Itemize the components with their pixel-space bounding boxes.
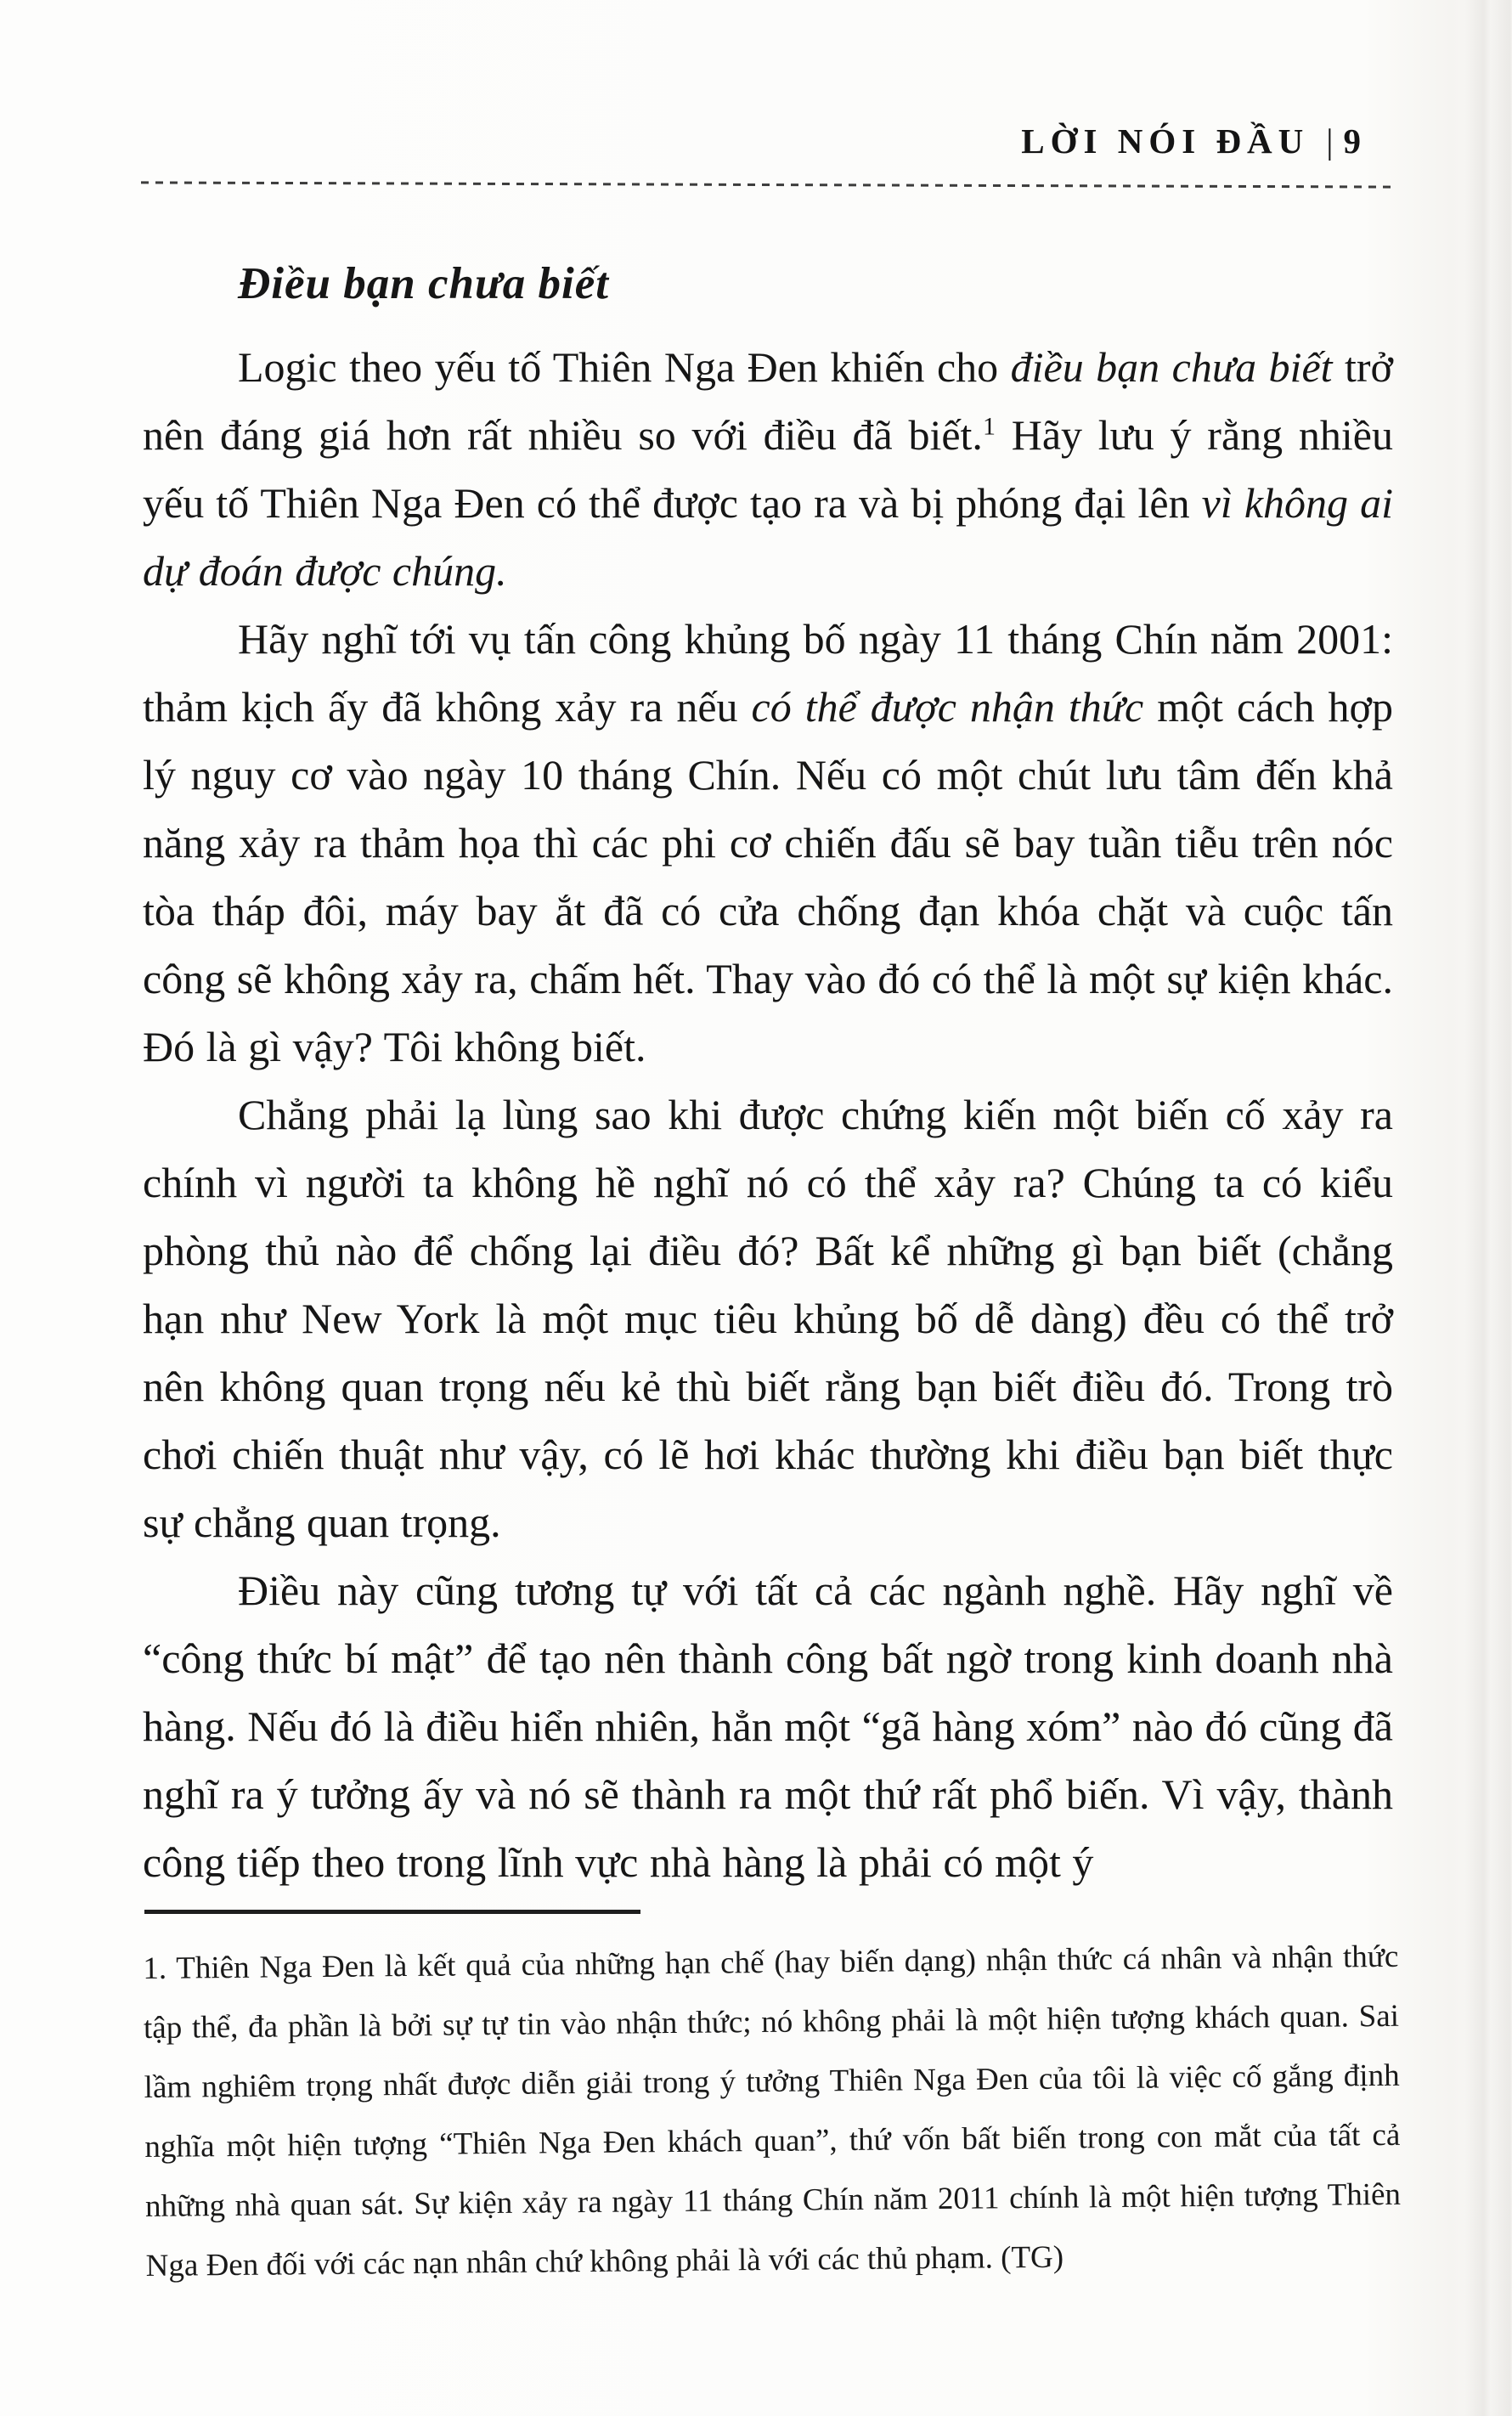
text-run: vì không ai dự đoán được chúng.	[143, 479, 1393, 595]
footnote-block	[143, 1910, 1402, 2296]
text-run: Hãy lưu ý rằng nhiều yếu tố Thiên Nga Đen có thể được tạo ra và bị phóng đại lên	[143, 411, 1393, 527]
paragraph-3	[143, 1081, 1393, 1556]
text-run: trở nên đáng giá hơn rất nhiều so với điều đã biết.	[143, 343, 1393, 459]
text-run: Điều này cũng tương tự với tất cả các ngành nghề. Hãy nghĩ về “công thức bí mật” để tạo nên thành công bất ngờ trong kinh doanh nhà hàng. Nếu đó là điều hiển nhiên, hẳn một “gã hàng xóm” nào đó cũng đã nghĩ ra ý tưởng ấy và nó sẽ thành ra một thứ rất phổ biến. Vì vậy, thành công tiếp theo trong lĩnh vực nhà hàng là phải có một ý	[143, 1566, 1393, 1886]
page-edge-shadow	[1464, 0, 1512, 2416]
paragraph-1	[143, 333, 1393, 605]
running-header	[1021, 121, 1361, 161]
dashed-divider	[141, 181, 1395, 188]
body-text	[143, 248, 1393, 1896]
text-run: Logic theo yếu tố Thiên Nga Đen khiến cho	[238, 343, 1011, 391]
paragraph-4	[143, 1556, 1393, 1896]
footnote-rule	[144, 1910, 640, 1914]
header-separator: |	[1326, 121, 1334, 161]
text-run: Chẳng phải lạ lùng sao khi được chứng kiến một biến cố xảy ra chính vì người ta không hề nghĩ nó có thể xảy ra? Chúng ta có kiểu phòng thủ nào để chống lại điều đó? Bất kể những gì bạn biết (chẳng hạn như New York là một mục tiêu khủng bố dễ dàng) đều có thể trở nên không quan trọng nếu kẻ thù biết rằng bạn biết điều đó. Trong trò chơi chiến thuật như vậy, có lẽ hơi khác thường khi điều bạn biết thực sự chẳng quan trọng.	[143, 1091, 1393, 1546]
text-run: điều bạn chưa biết	[1010, 343, 1333, 391]
chapter-title: LỜI NÓI ĐẦU	[1021, 121, 1310, 161]
page-number: 9	[1343, 121, 1361, 161]
section-heading: Điều bạn chưa biết	[238, 259, 609, 308]
paragraph-2	[143, 605, 1393, 1081]
text-run: 1. Thiên Nga Đen là kết quả của những hạn chế (hay biến dạng) nhận thức cá nhân và nhận thức tập thể, đa phần là bởi sự tự tin vào nhận thức; nó không phải là một hiện tượng khách quan. Sai lầm nghiêm trọng nhất được diễn giải trong ý tưởng Thiên Nga Đen của tôi là việc cố gắng định nghĩa một hiện tượng “Thiên Nga Đen khách quan”, thứ vốn bất biến trong con mắt của tất cả những nhà quan sát. Sự kiện xảy ra ngày 11 tháng Chín năm 2011 chính là một hiện tượng Thiên Nga Đen đối với các nạn nhân chứ không phải là với các thủ phạm. (TG)	[143, 1939, 1402, 2283]
text-run: một cách hợp lý nguy cơ vào ngày 10 tháng Chín. Nếu có một chút lưu tâm đến khả năng xảy ra thảm họa thì các phi cơ chiến đấu sẽ bay tuần tiễu trên nóc tòa tháp đôi, máy bay ắt đã có cửa chống đạn khóa chặt và cuộc tấn công sẽ không xảy ra, chấm hết. Thay vào đó có thể là một sự kiện khác. Đó là gì vậy? Tôi không biết.	[143, 683, 1393, 1070]
footnote-text	[143, 1928, 1402, 2296]
text-run: Hãy nghĩ tới vụ tấn công khủng bố ngày 11 tháng Chín năm 2001: thảm kịch ấy đã không xảy ra nếu	[143, 615, 1393, 731]
text-run: có thể được nhận thức	[751, 683, 1144, 731]
text-run: 1	[982, 412, 996, 441]
